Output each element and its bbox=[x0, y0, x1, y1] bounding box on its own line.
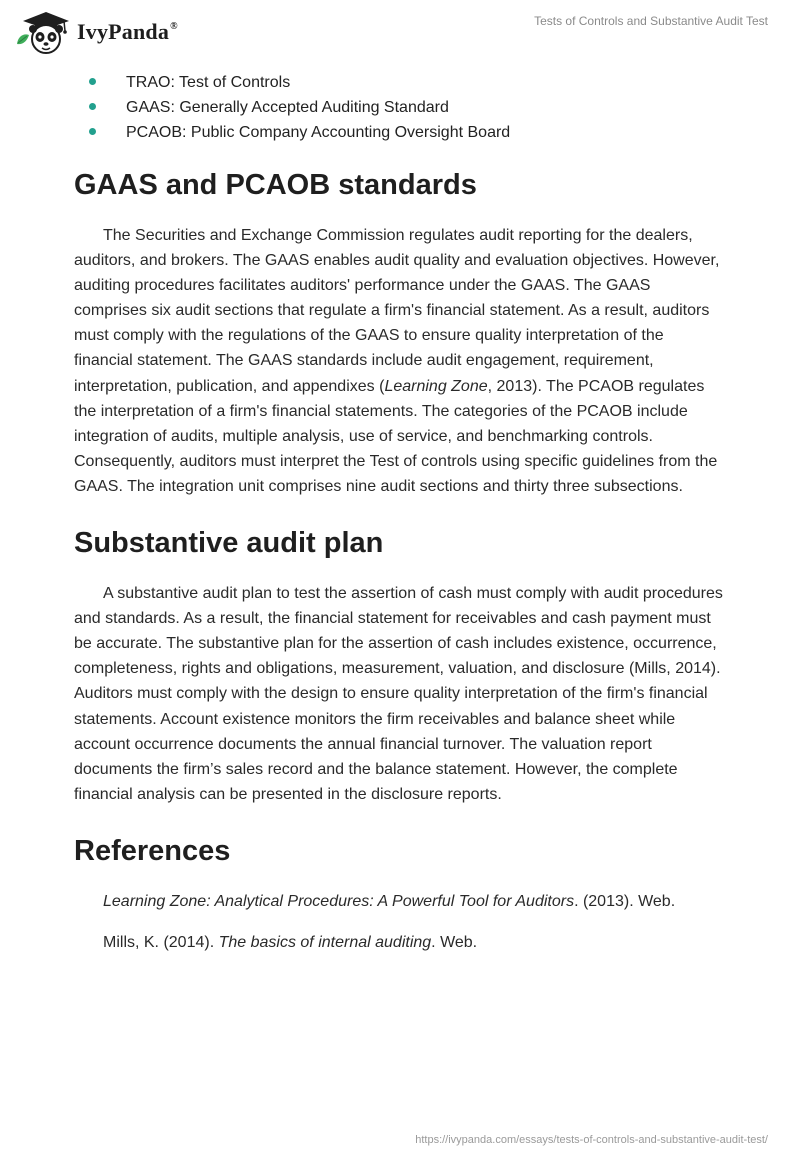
essay-content bbox=[74, 70, 724, 971]
gaas-paragraph bbox=[74, 223, 724, 499]
substantive-paragraph: A substantive audit plan to test the assertion of cash must comply with audit procedures and standards. As a result, the financial statement for receivables and cash payment must be accurate. The substantive plan for the assertion of cash includes existence, occurrence, completeness, rights and obligations, measurement, valuation, and disclosure (Mills, 2014). Auditors must comply with the design to ensure quality interpretation of the firm's financial statements. Account existence monitors the firm receivables and balance sheet while account occurrence documents the annual financial turnover. The valuation report documents the firm’s sales record and the balance statement. However, the complete financial analysis can be presented in the disclosure reports. bbox=[74, 585, 723, 803]
section-heading-gaas: GAAS and PCAOB standards bbox=[74, 169, 477, 201]
reference-item bbox=[103, 930, 724, 955]
section-heading-substantive: Substantive audit plan bbox=[74, 527, 384, 560]
page-header bbox=[0, 0, 800, 60]
brand-name[interactable] bbox=[77, 19, 178, 45]
list-item-text: GAAS: Generally Accepted Auditing Standard bbox=[126, 99, 449, 116]
list-item bbox=[74, 70, 724, 95]
list-item bbox=[74, 120, 724, 145]
bullet-icon bbox=[89, 103, 96, 110]
bullet-icon bbox=[89, 78, 96, 85]
abbreviation-list bbox=[74, 70, 724, 145]
section-heading-references: References bbox=[74, 834, 231, 867]
document-title: Tests of Controls and Substantive Audit Test bbox=[534, 14, 768, 28]
brand-text: IvyPanda bbox=[77, 19, 170, 44]
bullet-icon bbox=[89, 128, 96, 135]
paragraph-text: , 2013). The PCAOB regulates the interpretation of a firm's financial statements. The categories of the PCAOB include integration of audits, multiple analysis, use of service, and benchmarking controls. Consequently, auditors must interpret the Test of controls using specific guidelines from the GAAS. The integration unit comprises nine audit sections and thirty three subsections. bbox=[74, 377, 718, 495]
list-item-text: PCAOB: Public Company Accounting Oversight Board bbox=[126, 124, 511, 141]
footer-url-link[interactable]: https://ivypanda.com/essays/tests-of-controls-and-substantive-audit-test/ bbox=[415, 1134, 768, 1146]
references-list bbox=[74, 889, 724, 955]
ivypanda-logo-icon[interactable] bbox=[14, 8, 70, 56]
reference-item bbox=[103, 889, 724, 914]
registered-mark: ® bbox=[170, 20, 178, 32]
list-item bbox=[74, 95, 724, 120]
reference-text: Mills, K. (2014). bbox=[103, 933, 219, 951]
reference-title: Learning Zone: Analytical Procedures: A Powerful Tool for Auditors bbox=[103, 892, 575, 910]
list-item-text: TRAO: Test of Controls bbox=[126, 74, 291, 91]
reference-text: . (2013). Web. bbox=[574, 892, 676, 910]
reference-text: . Web. bbox=[431, 933, 478, 951]
citation-italic: Learning Zone bbox=[384, 377, 488, 395]
reference-title: The basics of internal auditing bbox=[218, 933, 432, 951]
paragraph-text: The Securities and Exchange Commission regulates audit reporting for the dealers, auditors, and brokers. The GAAS enables audit quality and evaluation objectives. However, auditing procedures facilitates auditors' performance under the GAAS. The GAAS comprises six audit sections that regulate a firm's financial statement. As a result, auditors must comply with the regulations of the GAAS to ensure quality interpretation of the financial statement. The GAAS standards include audit engagement, requirement, interpretation, publication, and appendixes ( bbox=[74, 227, 720, 395]
